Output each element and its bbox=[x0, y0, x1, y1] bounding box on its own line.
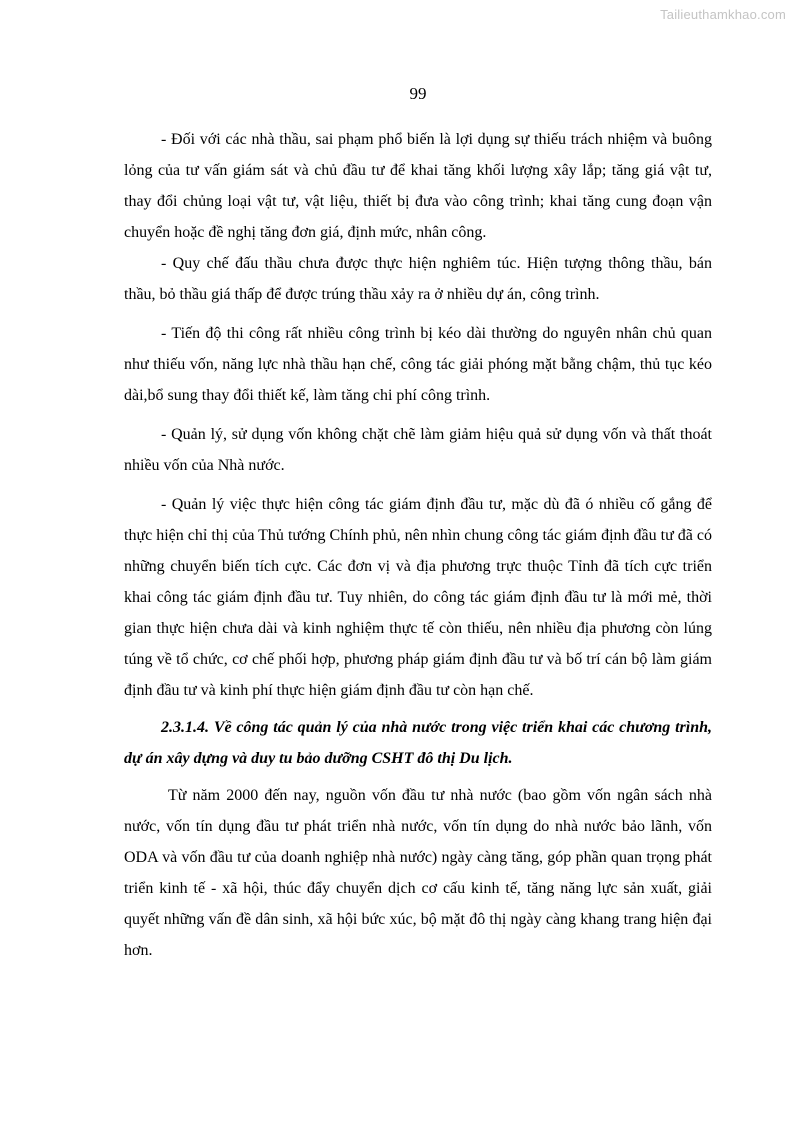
section-heading: 2.3.1.4. Về công tác quản lý của nhà nước trong việc triển khai các chương trình, dự án xây dựng và duy tu bảo dưỡng CSHT đô thị Du lịch. bbox=[124, 719, 712, 767]
paragraph: Từ năm 2000 đến nay, nguồn vốn đầu tư nhà nước (bao gồm vốn ngân sách nhà nước, vốn tín dụng đầu tư phát triển nhà nước, vốn tín dụng do nhà nước bảo lãnh, vốn ODA và vốn đầu tư của doanh nghiệp nhà nước) ngày càng tăng, góp phần quan trọng phát triển kinh tế - xã hội, thúc đẩy chuyển dịch cơ cấu kinh tế, tăng năng lực sản xuất, giải quyết những vấn đề dân sinh, xã hội bức xúc, bộ mặt đô thị ngày càng khang trang hiện đại hơn. bbox=[124, 787, 712, 959]
paragraph: - Tiến độ thi công rất nhiều công trình bị kéo dài thường do nguyên nhân chủ quan như thiếu vốn, năng lực nhà thầu hạn chế, công tác giải phóng mặt bằng chậm, thủ tục kéo dài,bổ sung thay đổi thiết kế, làm tăng chi phí công trình. bbox=[124, 325, 712, 404]
paragraph: - Quy chế đấu thầu chưa được thực hiện nghiêm túc. Hiện tượng thông thầu, bán thầu, bỏ thầu giá thấp để được trúng thầu xảy ra ở nhiều dự án, công trình. bbox=[124, 255, 712, 303]
watermark: Tailieuthamkhao.com bbox=[660, 7, 786, 22]
paragraph: - Đối với các nhà thầu, sai phạm phổ biến là lợi dụng sự thiếu trách nhiệm và buông lỏng của tư vấn giám sát và chủ đầu tư để khai tăng khối lượng xây lắp; tăng giá vật tư, thay đổi chủng loại vật tư, vật liệu, thiết bị đưa vào công trình; khai tăng cung đoạn vận chuyển hoặc đề nghị tăng đơn giá, định mức, nhân công. bbox=[124, 131, 712, 241]
paragraph: - Quản lý, sử dụng vốn không chặt chẽ làm giảm hiệu quả sử dụng vốn và thất thoát nhiều vốn của Nhà nước. bbox=[124, 426, 712, 474]
paragraph: - Quản lý việc thực hiện công tác giám định đầu tư, mặc dù đã ó nhiều cố gắng để thực hiện chỉ thị của Thủ tướng Chính phủ, nên nhìn chung công tác giám định đầu tư đã có những chuyển biến tích cực. Các đơn vị và địa phương trực thuộc Tỉnh đã tích cực triển khai công tác giám định đầu tư. Tuy nhiên, do công tác giám định đầu tư là mới mẻ, thời gian thực hiện chưa dài và kinh nghiệm thực tế còn thiếu, nên nhiều địa phương còn lúng túng về tổ chức, cơ chế phối hợp, phương pháp giám định đầu tư và bố trí cán bộ làm giám định đầu tư và kinh phí thực hiện giám định đầu tư còn hạn chế. bbox=[124, 496, 712, 699]
page-number: 99 bbox=[409, 84, 427, 103]
document-body bbox=[124, 124, 712, 966]
